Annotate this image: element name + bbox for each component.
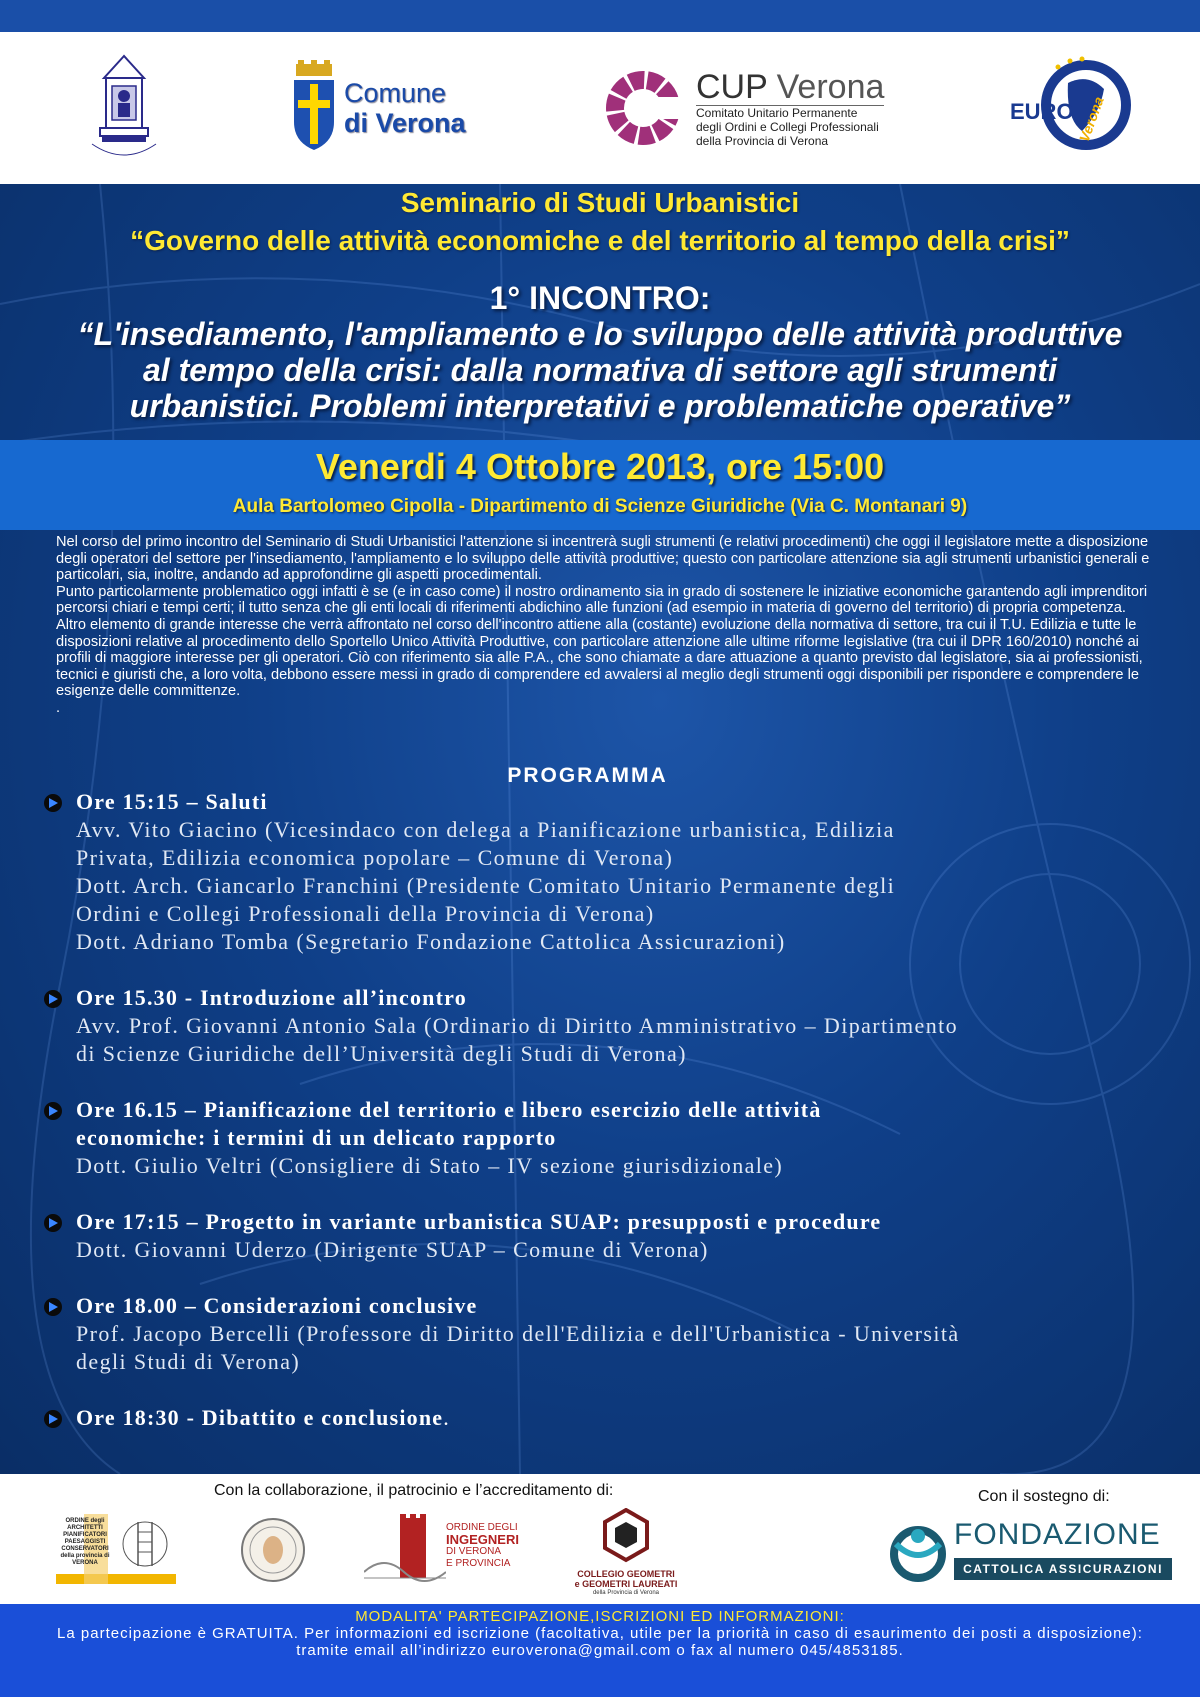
ingegneri-line3: DI VERONA bbox=[446, 1546, 502, 1557]
programma-item bbox=[44, 1096, 1174, 1180]
tower-icon bbox=[364, 1514, 446, 1592]
verona-crest-icon bbox=[290, 60, 338, 156]
item-body-line: Dott. Giulio Veltri (Consigliere di Stato – IV sezione giurisdizionale) bbox=[76, 1153, 784, 1178]
item-body-line: Ordini e Collegi Professionali della Provincia di Verona) bbox=[76, 901, 655, 926]
studium-logo bbox=[84, 40, 164, 176]
architetti-logo bbox=[56, 1514, 176, 1586]
monument-icon bbox=[84, 48, 164, 168]
item-head: Ore 18:30 - Dibattito e conclusione. bbox=[76, 1405, 450, 1430]
euro-verona-text: Verona bbox=[1075, 94, 1107, 145]
programma-item bbox=[44, 1292, 1174, 1376]
seminar-subtitle: “Governo delle attività economiche e del territorio al tempo della crisi” bbox=[130, 225, 1070, 256]
comune-line2: di Verona bbox=[344, 108, 466, 138]
comune-logo bbox=[290, 40, 490, 176]
geometri-line3: della Provincia di Verona bbox=[592, 1590, 660, 1596]
fondazione-line1: FONDAZIONE bbox=[954, 1518, 1161, 1551]
item-head: Ore 15.30 - Introduzione all’incontro bbox=[76, 985, 467, 1010]
item-head: Ore 16.15 – Pianificazione del territorio e libero esercizio delle attività bbox=[76, 1097, 822, 1122]
intro-paragraph: Punto particolarmente problematico oggi infatti è se (e in caso come) il nostro ordinamento sia in grado di sostenere le iniziative economiche garantendo agli imprenditori percorsi chiari e tempi certi; il tutto senza che gli enti locali di riferimenti abdichino alle funzioni (ad esempio in materia di governo del territorio) di propria competenza. bbox=[56, 583, 1148, 617]
geometri-line1: COLLEGIO GEOMETRI bbox=[577, 1569, 675, 1579]
item-body-line: Avv. Prof. Giovanni Antonio Sala (Ordinario di Diritto Amministrativo – Dipartimento bbox=[76, 1013, 959, 1038]
item-body-line: degli Studi di Verona) bbox=[76, 1349, 301, 1374]
event-date: Venerdi 4 Ottobre 2013, ore 15:00 bbox=[315, 446, 885, 487]
collab-label: Con la collaborazione, il patrocinio e l’accreditamento di: bbox=[214, 1482, 614, 1499]
arrow-bullet-icon bbox=[44, 1214, 62, 1232]
item-head-cont: economiche: i termini di un delicato rapporto bbox=[76, 1125, 557, 1150]
fondazione-emblem-icon bbox=[890, 1522, 946, 1582]
euro-map-icon bbox=[1008, 53, 1148, 163]
item-body-line: Dott. Arch. Giancarlo Franchini (Presidente Comitato Unitario Permanente degli bbox=[76, 873, 896, 898]
ladder-icon bbox=[120, 1516, 170, 1572]
header-logos bbox=[0, 32, 1200, 184]
item-body-line: di Scienze Giuridiche dell’Università degli Studi di Verona) bbox=[76, 1041, 687, 1066]
euro-text: EURO bbox=[1010, 99, 1074, 124]
cup-sub1: Comitato Unitario Permanente bbox=[696, 105, 858, 120]
ingegneri-line4: E PROVINCIA bbox=[446, 1558, 511, 1569]
main-poster bbox=[0, 184, 1200, 1474]
ingegneri-logo bbox=[364, 1514, 534, 1592]
meeting-line3: urbanistici. Problemi interpretativi e problematiche operative” bbox=[129, 388, 1071, 424]
item-body-line: Prof. Jacopo Bercelli (Professore di Diritto dell'Edilizia e dell'Urbanistica - Università bbox=[76, 1321, 960, 1346]
info-bar bbox=[0, 1604, 1200, 1697]
comune-line1: Comune bbox=[344, 78, 447, 108]
seminar-title: Seminario di Studi Urbanistici bbox=[400, 187, 800, 218]
seal-icon bbox=[240, 1516, 306, 1584]
intro-paragraph: Altro elemento di grande interesse che verrà affrontato nel corso dell'incontro attiene alla (costante) evoluzione della normativa di settore, tra cui il T.U. Edilizia e tutte le disposizioni relative al procedimento dello Sportello Unico Attività Produttive, con particolare attenzione alle ultime riforme legislative (tra cui il DPR 160/2010) nonché ai profili di maggiore interesse per gli operatori. Ciò con riferimento sia alle P.A., che sono chiamate a dare attuazione a quanto previsto dal legislatore, sia ai professionisti, tecnici e giuristi che, a loro volta, debbono essere messi in grado di comprendere ed avvalersi al meglio degli strumenti oggi disponibili per rispondere e comprendere le esigenze delle committenze. bbox=[56, 616, 1143, 700]
meeting-line2: al tempo della crisi: dalla normativa di settore agli strumenti bbox=[142, 352, 1058, 388]
item-body-line: Avv. Vito Giacino (Vicesindaco con delega a Pianificazione urbanistica, Edilizia bbox=[76, 817, 895, 842]
cup-title-b: Verona bbox=[776, 67, 885, 106]
euroverona-logo bbox=[1008, 40, 1148, 176]
fondazione-line2: CATTOLICA ASSICURAZIONI bbox=[954, 1558, 1172, 1580]
programma-item bbox=[44, 1404, 1174, 1432]
cup-sub3: della Provincia di Verona bbox=[696, 133, 829, 148]
item-head: Ore 15:15 – Saluti bbox=[76, 789, 268, 814]
architetti-text: ORDINE degli ARCHITETTI PIANIFICATORI PAESAGGISTI CONSERVATORI della provincia di VERONA bbox=[60, 1518, 110, 1566]
item-body-line: Dott. Giovanni Uderzo (Dirigente SUAP – Comune di Verona) bbox=[76, 1237, 709, 1262]
meeting-label: 1° INCONTRO: bbox=[489, 280, 711, 316]
programma-item bbox=[44, 788, 1174, 956]
meeting-line1: “L'insediamento, l'ampliamento e lo sviluppo delle attività produttive bbox=[77, 316, 1123, 352]
arrow-bullet-icon bbox=[44, 1410, 62, 1428]
arrow-bullet-icon bbox=[44, 1102, 62, 1120]
fondazione-logo bbox=[890, 1518, 1180, 1592]
ingegneri-line2: INGEGNERI bbox=[446, 1532, 519, 1547]
top-strip bbox=[0, 0, 1200, 32]
info-text: La partecipazione è GRATUITA. Per informazioni ed iscrizione (facoltativa, utile per la priorità in caso di esaurimento dei posti a disposizione): tramite email all’indirizzo euroverona@gmail.com o fax al numero 045/4853185. bbox=[57, 1625, 1143, 1659]
intro-text bbox=[56, 534, 1166, 717]
ingegneri-line1: ORDINE DEGLI bbox=[446, 1522, 518, 1533]
footer-logos bbox=[0, 1474, 1200, 1604]
geometri-logo bbox=[566, 1508, 686, 1598]
info-title: MODALITA' PARTECIPAZIONE,ISCRIZIONI ED INFORMAZIONI: bbox=[355, 1608, 845, 1625]
cup-logo bbox=[604, 40, 904, 176]
arrow-bullet-icon bbox=[44, 990, 62, 1008]
item-body-line: Dott. Adriano Tomba (Segretario Fondazione Cattolica Assicurazioni) bbox=[76, 929, 786, 954]
programma-title: PROGRAMMA bbox=[507, 764, 668, 787]
item-head: Ore 17:15 – Progetto in variante urbanistica SUAP: presupposti e procedure bbox=[76, 1209, 882, 1234]
item-head: Ore 18.00 – Considerazioni conclusive bbox=[76, 1293, 478, 1318]
arrow-bullet-icon bbox=[44, 794, 62, 812]
cube-icon bbox=[601, 1508, 651, 1564]
programma-item bbox=[44, 984, 1174, 1068]
arrow-bullet-icon bbox=[44, 1298, 62, 1316]
geometri-line2: e GEOMETRI LAUREATI bbox=[574, 1579, 678, 1589]
programma-list bbox=[44, 788, 1174, 1432]
item-head-text: Ore 18:30 - Dibattito e conclusione bbox=[76, 1405, 444, 1430]
event-venue: Aula Bartolomeo Cipolla - Dipartimento di Scienze Giuridiche (Via C. Montanari 9) bbox=[232, 496, 968, 517]
intro-paragraph: . bbox=[56, 699, 61, 716]
cup-title-a: CUP bbox=[696, 67, 768, 106]
cup-sub2: degli Ordini e Collegi Professionali bbox=[696, 119, 879, 134]
sostegno-label: Con il sostegno di: bbox=[978, 1488, 1110, 1505]
intro-paragraph: Nel corso del primo incontro del Seminario di Studi Urbanistici l'attenzione si incentrerà sugli strumenti (e relativi procedimenti) che oggi il legislatore mette a disposizione degli operatori del settore per l'insediamento, l'ampliamento e lo sviluppo delle attività produttive; questo con particolare attenzione sia agli strumenti urbanistici generali e particolari, sia, inoltre, andando ad approfondirne gli aspetti procedimentali. bbox=[56, 534, 1150, 584]
programma-item bbox=[44, 1208, 1174, 1264]
item-body-line: Privata, Edilizia economica popolare – Comune di Verona) bbox=[76, 845, 674, 870]
cup-ring-icon bbox=[604, 69, 682, 147]
